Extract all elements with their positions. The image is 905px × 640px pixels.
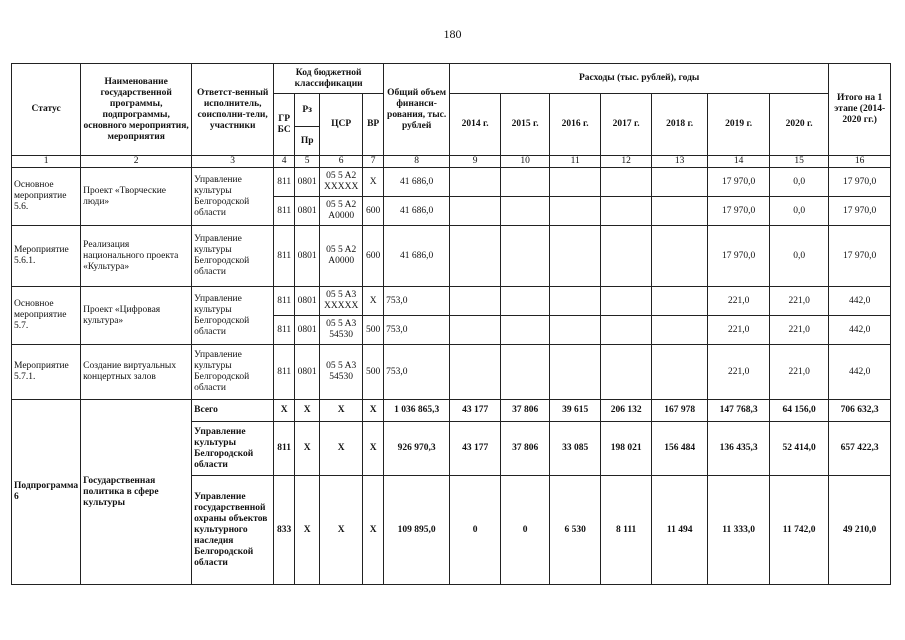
cell-year <box>601 287 652 316</box>
cell-year: 0,0 <box>770 226 829 287</box>
page-number: 180 <box>443 27 462 41</box>
cell-rzpr: X <box>295 422 320 476</box>
row-responsible: Управление культуры Белгородской области <box>192 422 274 476</box>
row-status: Основное мероприятие 5.7. <box>12 287 81 345</box>
cell-grbs: 811 <box>274 197 295 226</box>
header-expenses: Расходы (тыс. рублей), годы <box>450 64 829 94</box>
row-responsible: Управление культуры Белгородской области <box>192 287 274 345</box>
cell-vr: X <box>363 168 384 197</box>
cell-year: 11 742,0 <box>770 476 829 585</box>
cell-year: 136 435,3 <box>708 422 770 476</box>
cell-rzpr: 0801 <box>295 197 320 226</box>
cell-rzpr: X <box>295 476 320 585</box>
header-name: Наименование государственной программы, подпрограммы, основного мероприятия, мероприятия <box>81 64 192 156</box>
cell-year: 37 806 <box>501 400 550 422</box>
cell-year <box>550 287 601 316</box>
cell-sum: 17 970,0 <box>829 226 891 287</box>
row-name: Проект «Творческие люди» <box>81 168 192 226</box>
row-status: Мероприятие 5.7.1. <box>12 345 81 400</box>
cell-year: 6 530 <box>550 476 601 585</box>
cell-year: 156 484 <box>652 422 708 476</box>
column-number: 8 <box>384 156 450 168</box>
row-name: Государственная политика в сфере культуры <box>81 400 192 585</box>
header-budget-code: Код бюджетной классификации <box>274 64 384 94</box>
cell-year: 39 615 <box>550 400 601 422</box>
cell-sum: 17 970,0 <box>829 168 891 197</box>
cell-total: 753,0 <box>384 316 450 345</box>
row-status: Основное мероприятие 5.6. <box>12 168 81 226</box>
cell-year: 17 970,0 <box>708 226 770 287</box>
cell-year: 0 <box>450 476 501 585</box>
row-name: Создание виртуальных концертных залов <box>81 345 192 400</box>
cell-sum: 442,0 <box>829 287 891 316</box>
cell-year: 167 978 <box>652 400 708 422</box>
cell-total: 753,0 <box>384 345 450 400</box>
cell-year: 11 494 <box>652 476 708 585</box>
cell-year <box>501 197 550 226</box>
header-responsible: Ответст-венный исполнитель, соисполни-тели, участники <box>192 64 274 156</box>
cell-vr: 500 <box>363 316 384 345</box>
row-responsible: Управление культуры Белгородской области <box>192 226 274 287</box>
header-year: 2016 г. <box>550 94 601 156</box>
cell-csr: X <box>320 400 363 422</box>
cell-year: 43 177 <box>450 400 501 422</box>
cell-csr: 05 5 A2 XXXXX <box>320 168 363 197</box>
column-number: 11 <box>550 156 601 168</box>
column-number: 13 <box>652 156 708 168</box>
cell-sum: 657 422,3 <box>829 422 891 476</box>
cell-year: 37 806 <box>501 422 550 476</box>
financing-table <box>11 63 891 585</box>
table-row <box>12 400 891 422</box>
cell-year: 221,0 <box>770 316 829 345</box>
cell-rzpr: 0801 <box>295 287 320 316</box>
column-number: 14 <box>708 156 770 168</box>
cell-year: 11 333,0 <box>708 476 770 585</box>
row-responsible: Управление культуры Белгородской области <box>192 168 274 226</box>
cell-year: 221,0 <box>708 287 770 316</box>
cell-year: 8 111 <box>601 476 652 585</box>
cell-year <box>601 345 652 400</box>
cell-year <box>501 345 550 400</box>
header-year: 2017 г. <box>601 94 652 156</box>
column-number: 6 <box>320 156 363 168</box>
cell-sum: 706 632,3 <box>829 400 891 422</box>
cell-rzpr: 0801 <box>295 316 320 345</box>
header-year: 2019 г. <box>708 94 770 156</box>
cell-year <box>550 168 601 197</box>
header-rz: Рз <box>295 94 320 127</box>
cell-vr: X <box>363 422 384 476</box>
cell-year <box>601 197 652 226</box>
cell-year: 52 414,0 <box>770 422 829 476</box>
cell-grbs: 811 <box>274 422 295 476</box>
row-status: Подпрограмма 6 <box>12 400 81 585</box>
column-number: 10 <box>501 156 550 168</box>
table-row <box>12 226 891 287</box>
header-year: 2015 г. <box>501 94 550 156</box>
cell-year: 43 177 <box>450 422 501 476</box>
cell-year <box>652 168 708 197</box>
cell-sum: 442,0 <box>829 345 891 400</box>
cell-total: 926 970,3 <box>384 422 450 476</box>
column-number: 3 <box>192 156 274 168</box>
cell-csr: X <box>320 476 363 585</box>
cell-total: 109 895,0 <box>384 476 450 585</box>
cell-year: 221,0 <box>770 345 829 400</box>
row-name: Проект «Цифровая культура» <box>81 287 192 345</box>
cell-year: 0 <box>501 476 550 585</box>
cell-year <box>450 226 501 287</box>
cell-year: 0,0 <box>770 197 829 226</box>
cell-vr: X <box>363 476 384 585</box>
cell-year <box>652 197 708 226</box>
cell-year <box>450 345 501 400</box>
column-number: 16 <box>829 156 891 168</box>
cell-year <box>450 316 501 345</box>
cell-total: 41 686,0 <box>384 168 450 197</box>
cell-year <box>652 226 708 287</box>
cell-total: 1 036 865,3 <box>384 400 450 422</box>
cell-year: 64 156,0 <box>770 400 829 422</box>
cell-year <box>501 316 550 345</box>
column-number: 5 <box>295 156 320 168</box>
cell-year: 206 132 <box>601 400 652 422</box>
column-number: 7 <box>363 156 384 168</box>
cell-total: 753,0 <box>384 287 450 316</box>
cell-year <box>550 197 601 226</box>
cell-csr: X <box>320 422 363 476</box>
cell-year <box>450 197 501 226</box>
cell-rzpr: 0801 <box>295 226 320 287</box>
cell-year <box>652 345 708 400</box>
cell-sum: 17 970,0 <box>829 197 891 226</box>
header-year: 2018 г. <box>652 94 708 156</box>
table-row <box>12 168 891 197</box>
header-year: 2014 г. <box>450 94 501 156</box>
row-status: Мероприятие 5.6.1. <box>12 226 81 287</box>
cell-grbs: 811 <box>274 287 295 316</box>
cell-grbs: 811 <box>274 168 295 197</box>
table-row <box>12 345 891 400</box>
cell-grbs: X <box>274 400 295 422</box>
cell-sum: 49 210,0 <box>829 476 891 585</box>
cell-year <box>550 316 601 345</box>
column-number: 9 <box>450 156 501 168</box>
column-number: 1 <box>12 156 81 168</box>
cell-year: 221,0 <box>770 287 829 316</box>
column-number: 15 <box>770 156 829 168</box>
row-name: Реализация национального проекта «Культура» <box>81 226 192 287</box>
cell-vr: X <box>363 400 384 422</box>
cell-csr: 05 5 A3 XXXXX <box>320 287 363 316</box>
cell-year <box>601 226 652 287</box>
row-responsible: Управление государственной охраны объектов культурного наследия Белгородской области <box>192 476 274 585</box>
header-stage-total: Итого на 1 этапе (2014-2020 гг.) <box>829 64 891 156</box>
cell-grbs: 811 <box>274 226 295 287</box>
cell-year: 198 021 <box>601 422 652 476</box>
table-row <box>12 287 891 316</box>
column-number: 2 <box>81 156 192 168</box>
cell-year <box>550 226 601 287</box>
cell-grbs: 811 <box>274 316 295 345</box>
cell-year: 17 970,0 <box>708 197 770 226</box>
cell-year <box>550 345 601 400</box>
cell-year <box>501 168 550 197</box>
header-grbs: ГР БС <box>274 94 295 156</box>
row-responsible: Управление культуры Белгородской области <box>192 345 274 400</box>
header-total-volume: Общий объем финанси-рования, тыс. рублей <box>384 64 450 156</box>
cell-vr: 600 <box>363 197 384 226</box>
cell-year <box>652 316 708 345</box>
cell-vr: 500 <box>363 345 384 400</box>
cell-csr: 05 5 A3 54530 <box>320 345 363 400</box>
cell-year: 0,0 <box>770 168 829 197</box>
cell-year <box>450 168 501 197</box>
column-number: 4 <box>274 156 295 168</box>
cell-year: 33 085 <box>550 422 601 476</box>
cell-csr: 05 5 A2 A0000 <box>320 197 363 226</box>
cell-rzpr: 0801 <box>295 168 320 197</box>
cell-total: 41 686,0 <box>384 226 450 287</box>
cell-sum: 442,0 <box>829 316 891 345</box>
cell-vr: 600 <box>363 226 384 287</box>
cell-year: 147 768,3 <box>708 400 770 422</box>
cell-year <box>501 287 550 316</box>
header-vr: ВР <box>363 94 384 156</box>
header-status: Статус <box>12 64 81 156</box>
cell-year <box>601 316 652 345</box>
column-numbers-row <box>12 156 891 168</box>
cell-rzpr: X <box>295 400 320 422</box>
header-csr: ЦСР <box>320 94 363 156</box>
cell-year: 17 970,0 <box>708 168 770 197</box>
cell-year <box>652 287 708 316</box>
cell-year: 221,0 <box>708 345 770 400</box>
cell-csr: 05 5 A3 54530 <box>320 316 363 345</box>
cell-grbs: 811 <box>274 345 295 400</box>
cell-csr: 05 5 A2 A0000 <box>320 226 363 287</box>
header-year: 2020 г. <box>770 94 829 156</box>
cell-year <box>501 226 550 287</box>
cell-grbs: 833 <box>274 476 295 585</box>
row-responsible: Всего <box>192 400 274 422</box>
cell-vr: X <box>363 287 384 316</box>
header-pr: Пр <box>295 127 320 156</box>
column-number: 12 <box>601 156 652 168</box>
cell-year <box>450 287 501 316</box>
cell-year: 221,0 <box>708 316 770 345</box>
cell-rzpr: 0801 <box>295 345 320 400</box>
cell-total: 41 686,0 <box>384 197 450 226</box>
cell-year <box>601 168 652 197</box>
